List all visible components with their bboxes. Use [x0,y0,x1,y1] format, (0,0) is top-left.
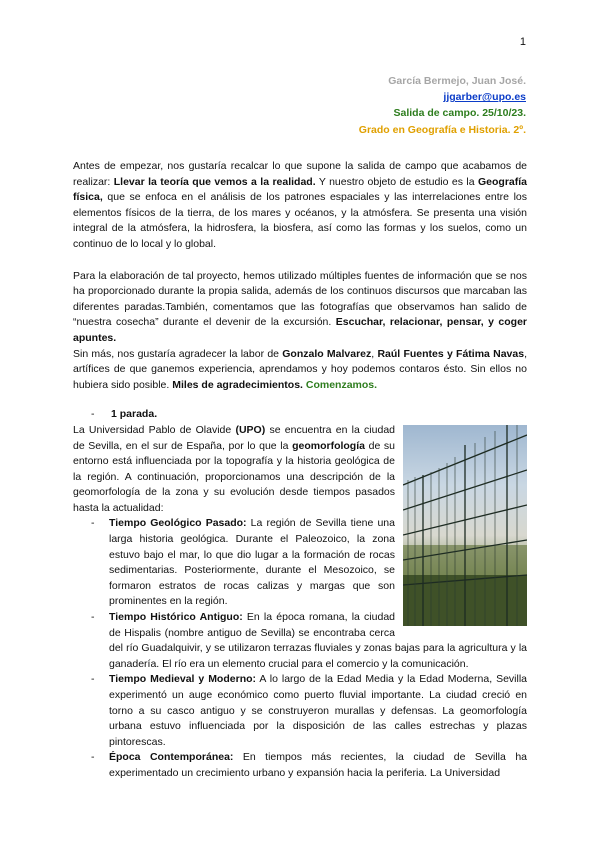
section-1-paragraph: La Universidad Pablo de Olavide (UPO) se encuentra en la ciudad de Sevilla, en el sur de España, por lo que la geomorfología de su entorno está influenciada por la topografía y la historia geológica de la región. A continuación, proporcionamos una descripción de la geomorfología de la zona y su evolución desde tiempos pasados hasta la actualidad: [73,423,395,514]
author-email-link[interactable]: jjgarber@upo.es [443,91,526,104]
list-item: - Tiempo Medieval y Moderno: A lo largo de la Edad Media y la Edad Moderna, Sevilla experimentó un auge económico como puerto fluvial importante. La ciudad creció en torno a su casco antiguo y se construyeron murallas y defensas. La geomorfología urbana estuvo influenciada por la disposición de las calles estrechas y plazas pintorescas. [73,672,527,750]
document-body [73,159,527,782]
geomorphology-periods-list [73,516,527,781]
intro-paragraph-2: Para la elaboración de tal proyecto, hemos utilizado múltiples fuentes de información que se nos ha proporcionado durante la propia salida, además de los continuos discursos que marcaban las diferentes paradas.También, comentamos que las fotografías que observamos han salido de “nuestra cosecha” durante el devenir de la excursión. Escuchar, relacionar, pensar, y coger apuntes. [73,269,527,344]
intro-paragraph-1: Antes de empezar, nos gustaría recalcar lo que supone la salida de campo que acabamos de realizar: Llevar la teoría que vemos a la realidad. Y nuestro objeto de estudio es la Geografía física, que se enfoca en el análisis de los patrones espaciales y las interrelaciones entre los elementos físicos de la tierra, de los mares y océanos, y la atmósfera. Se presenta una visión integral de la atmósfera, la hidrosfera, la biosfera, así como las formas y los suelos, como un continuo de lo local y lo global. [73,160,527,250]
document-header [359,73,526,138]
list-item: - Tiempo Histórico Antiguo: En la época romana, la ciudad de Hispalis (nombre antiguo de Sevilla) se encontraba cerca del río Guadalquivir, y se utilizaron terrazas fluviales y zonas bajas para la agricultura y la ganadería. El río era un elemento crucial para el comercio y la comunicación. [73,610,527,672]
section-title-1: - 1 parada. [91,407,527,423]
list-item: - Tiempo Geológico Pasado: La región de Sevilla tiene una larga historia geológica. Durante el Paleozoico, la zona estuvo bajo el mar, lo que dio lugar a la formación de rocas sedimentarias. Posteriormente, durante el Mesozoico, se formaron estratos de rocas calizas y margas que son prominentes en la región. [73,516,527,610]
trip-date: Salida de campo. 25/10/23. [393,107,526,120]
acknowledgements-paragraph: Sin más, nos gustaría agradecer la labor de Gonzalo Malvarez, Raúl Fuentes y Fátima Navas, artífices de que ganemos experiencia, aprendamos y hoy podemos contaros ésto. Sin ellos no hubiera sido posible. Miles de agradecimientos. Comenzamos. [73,347,527,391]
degree-course: Grado en Geografía e Historia. 2º. [358,123,526,136]
list-item: - Época Contemporánea: En tiempos más recientes, la ciudad de Sevilla ha experimentado un crecimiento urbano y expansión hacia la periferia. La Universidad [73,750,527,781]
author-name: García Bermejo, Juan José. [388,75,526,87]
page-number: 1 [519,36,526,48]
section-1-content [73,423,527,782]
